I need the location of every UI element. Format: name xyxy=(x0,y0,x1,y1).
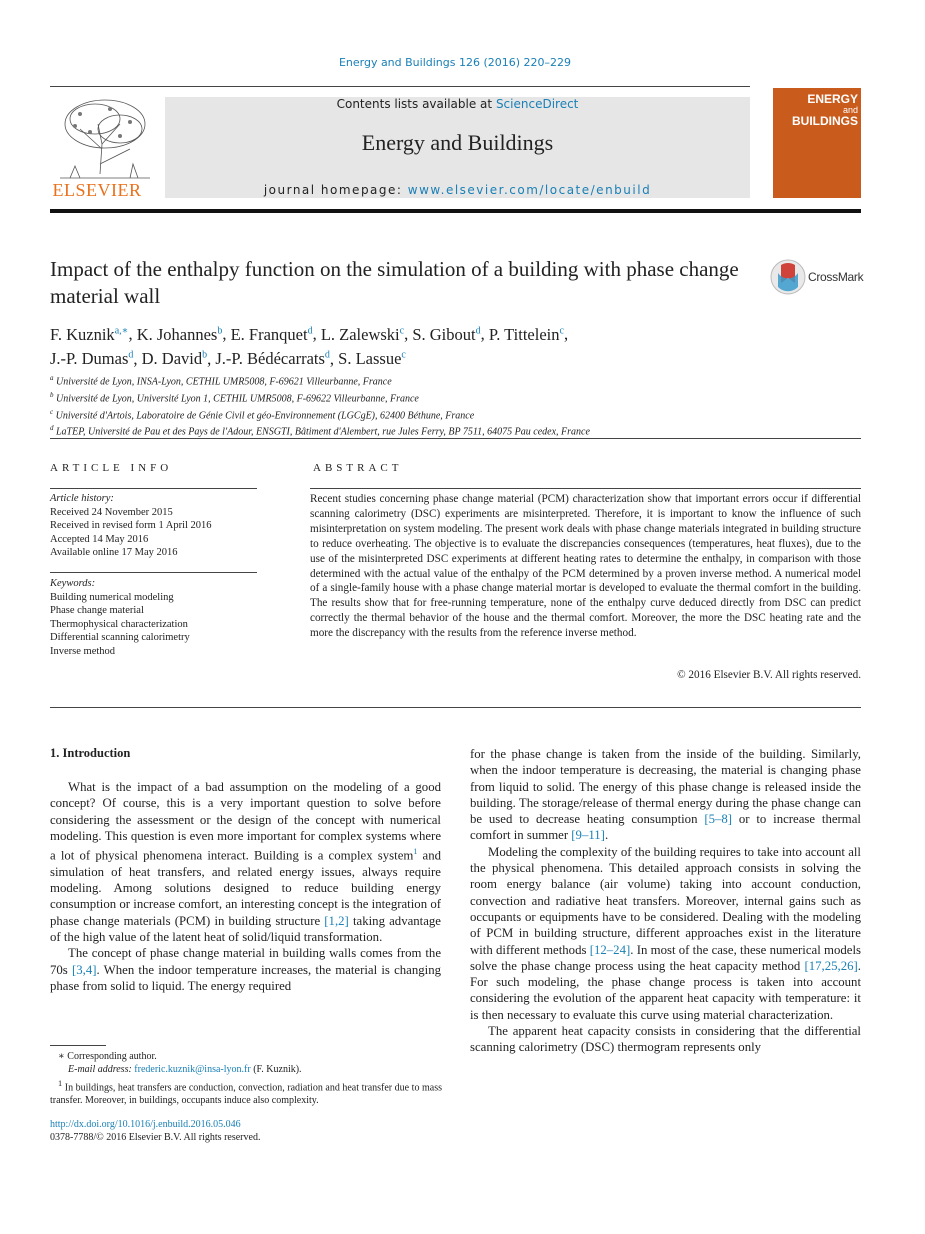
paragraph: The apparent heat capacity consists in considering that the differential scanning calorimetry (DSC) thermogram represents only xyxy=(470,1024,861,1055)
section-heading: 1. Introduction xyxy=(50,746,131,760)
abstract-copyright: © 2016 Elsevier B.V. All rights reserved. xyxy=(677,669,861,681)
paragraph: The concept of phase change material in building walls comes from the 70s [3,4]. When the indoor temperature increases, the material is changing phase from solid to liquid. The energy required xyxy=(50,946,441,993)
article-info-heading: ARTICLE INFO xyxy=(50,462,173,474)
footnotes: ∗ Corresponding author. E-mail address: frederic.kuznik@insa-lyon.fr (F. Kuznik). $^1$ In buildings, heat transfers are conduction, convection, radiation and heat transfer due to mass transfer. Moreover, in buildings, occupants induce also complexity. xyxy=(50,1051,443,1107)
author[interactable]: F. Kuznik$^{a,∗}$ xyxy=(50,324,129,344)
citation-link[interactable]: [5–8] xyxy=(704,812,733,827)
publisher-name: ELSEVIER xyxy=(52,180,142,200)
author-list: F. Kuznik$^{a,∗}$, K. Johannes$^b$, E. Franquet$^d$, L. Zalewski$^c$, S. Gibout$^d$, P. Tittelein$^c$, J.-P. Dumas$^d$, D. David$^b$, J.-P. Bédécarrats$^d$, S. Lassue$^c$ xyxy=(50,324,569,368)
crossmark-label[interactable]: CrossMark xyxy=(808,270,864,284)
keywords-list: Keywords: Building numerical modeling Phase change material Thermophysical characterization Differential scanning calorimetry Inverse method xyxy=(50,577,260,658)
keyword: Building numerical modeling xyxy=(50,591,174,603)
journal-homepage: journal homepage: www.elsevier.com/locate/enbuild xyxy=(263,183,652,197)
author[interactable]: S. Gibout$^d$ xyxy=(412,324,481,344)
page-footer xyxy=(50,1118,260,1145)
affiliation: $^c$ Université d'Artois, Laboratoire de Génie Civil et géo-Environnement (LGCgE), 62400 Béthune, France xyxy=(50,407,475,421)
affiliation: $^b$ Université de Lyon, Université Lyon 1, CETHIL UMR5008, F-69622 Villeurbanne, France xyxy=(50,390,419,405)
homepage-link[interactable]: www.elsevier.com/locate/enbuild xyxy=(407,183,652,197)
paragraph: Modeling the complexity of the building requires to take into account all the physical phenomena. This detailed approach consists in solving the room energy balance (air volume) taking into account conduction, convection and radiative heat transfers. Moreover, internal gains such as occupants or equipments have to be considered. Dealing with the modeling of PCM in building structure, different approaches exist in the literature with different methods [12–24]. In most of the case, these numerical models solve the phase change process using the heat capacity method [17,25,26]. For such modeling, the phase change process is taken into account considering the evolution of the apparent heat capacity with temperature: it is then necessary to evaluate this curve using material characterization. xyxy=(470,844,861,1022)
doi-link[interactable]: http://dx.doi.org/10.1016/j.enbuild.2016.05.046 xyxy=(50,1119,241,1130)
section-rule xyxy=(50,438,861,439)
citation-link[interactable]: [17,25,26] xyxy=(804,958,858,973)
author[interactable]: K. Johannes$^b$ xyxy=(136,324,223,344)
author[interactable]: S. Lassue$^c$ xyxy=(338,349,406,368)
journal-citation[interactable]: Energy and Buildings 126 (2016) 220–229 xyxy=(338,56,572,69)
paragraph: What is the impact of a bad assumption on the modeling of a good concept? Of course, this is a very important question to solve before considering the assessment or the design of the concept with numerical modeling. This question is even more important for complex systems where a lot of physical phenomena interact. Building is a complex system$^1$ and simulation of heat transfers, and related energy issues, always require modeling. Among solutions designed to reduce building energy consumption or increase comfort, an interesting concept is the integration of phase change materials (PCM) in building structure [1,2] taking advantage of the high value of the latent heat of solid/liquid transformation. xyxy=(50,780,441,944)
crossmark-icon[interactable] xyxy=(770,259,806,295)
section-rule xyxy=(310,488,861,489)
body-column-left xyxy=(50,779,441,994)
section-rule xyxy=(50,572,257,573)
citation-link[interactable]: [3,4] xyxy=(71,962,97,977)
sciencedirect-link[interactable]: ScienceDirect xyxy=(495,97,579,111)
email-link[interactable]: frederic.kuznik@insa-lyon.fr xyxy=(134,1064,251,1076)
citation-link[interactable]: [12–24] xyxy=(589,942,631,957)
footnote-rule xyxy=(50,1045,106,1046)
section-rule xyxy=(50,488,257,489)
citation-link[interactable]: [9–11] xyxy=(571,828,605,843)
citation-link[interactable]: [1,2] xyxy=(324,913,349,928)
keyword: Phase change material xyxy=(50,605,144,616)
author[interactable]: E. Franquet$^d$ xyxy=(230,324,313,344)
body-column-right xyxy=(470,746,861,1056)
affiliations xyxy=(50,372,860,439)
article-history: Article history: Received 24 November 2015 Received in revised form 1 April 2016 Accepted 14 May 2016 Available online 17 May 2016 xyxy=(50,493,212,558)
author[interactable]: J.-P. Bédécarrats$^d$ xyxy=(215,349,330,368)
contents-line: Contents lists available at ScienceDirect xyxy=(336,97,579,111)
abstract-text: Recent studies concerning phase change material (PCM) characterization show that important errors occur if differential scanning calorimetry (DSC) experiments are misinterpreted. Therefore, it is important to know the influence of such misinterpretation on system modeling. The present work deals with phase change materials integrated in building structure to reduce overheating. The objective is to evaluate the discrepancies consequences (temperatures, heat fluxes), due to the use of the misinterpreted DSC experiments at different heating rates to determine the enthalpy, in comparison with those determined with the actual value of the enthalpy of the PCM determined by a proven inverse method. A numerical model of a single-family house with a phase change material mortar is developed to evaluate the thermal comfort in the building. The results show that for free-running temperature, none of the enthalpy curve deduced directly from DSC can predict correctly the thermal behavior of the house and the thermal comfort. Moreover, the more the DSC heating rate and the more the discrepancy with the results from the reference inverse method. xyxy=(310,493,861,640)
author[interactable]: L. Zalewski$^c$ xyxy=(320,324,405,344)
journal-cover-title: ENERGY and BUILDINGS xyxy=(792,92,858,128)
keyword: Thermophysical characterization xyxy=(50,618,188,630)
footnote-ref[interactable]: 1 xyxy=(413,847,418,857)
abstract-heading: ABSTRACT xyxy=(313,462,403,474)
paragraph: for the phase change is taken from the inside of the building. Similarly, when the indoor temperature is decreasing, the material is changing phase from liquid to solid. The energy of this phase change is released inside the building. The storage/release of thermal energy during the phase change can be used to decrease heating consumption [5–8] or to increase thermal comfort in summer [9–11]. xyxy=(470,747,861,843)
affiliation: $^a$ Université de Lyon, INSA-Lyon, CETHIL UMR5008, F-69621 Villeurbanne, France xyxy=(50,374,392,388)
affiliation: $^d$ LaTEP, Université de Pau et des Pays de l'Adour, ENSGTI, Bâtiment d'Alembert, rue Jules Ferry, BP 7511, 64075 Pau cedex, France xyxy=(50,424,590,438)
author[interactable]: P. Tittelein$^c$ xyxy=(488,324,564,344)
keyword: Inverse method xyxy=(50,645,116,657)
author[interactable]: J.-P. Dumas$^d$ xyxy=(50,349,134,368)
keyword: Differential scanning calorimetry xyxy=(50,632,190,643)
author[interactable]: D. David$^b$ xyxy=(141,349,208,368)
article-title: Impact of the enthalpy function on the simulation of a building with phase change material wall xyxy=(50,257,739,308)
issn-line: 0378-7788/© 2016 Elsevier B.V. All rights reserved. xyxy=(50,1132,261,1144)
section-rule xyxy=(50,707,861,708)
header-rule xyxy=(50,86,750,87)
journal-title: Energy and Buildings xyxy=(361,130,554,155)
header-heavy-rule xyxy=(50,209,861,213)
